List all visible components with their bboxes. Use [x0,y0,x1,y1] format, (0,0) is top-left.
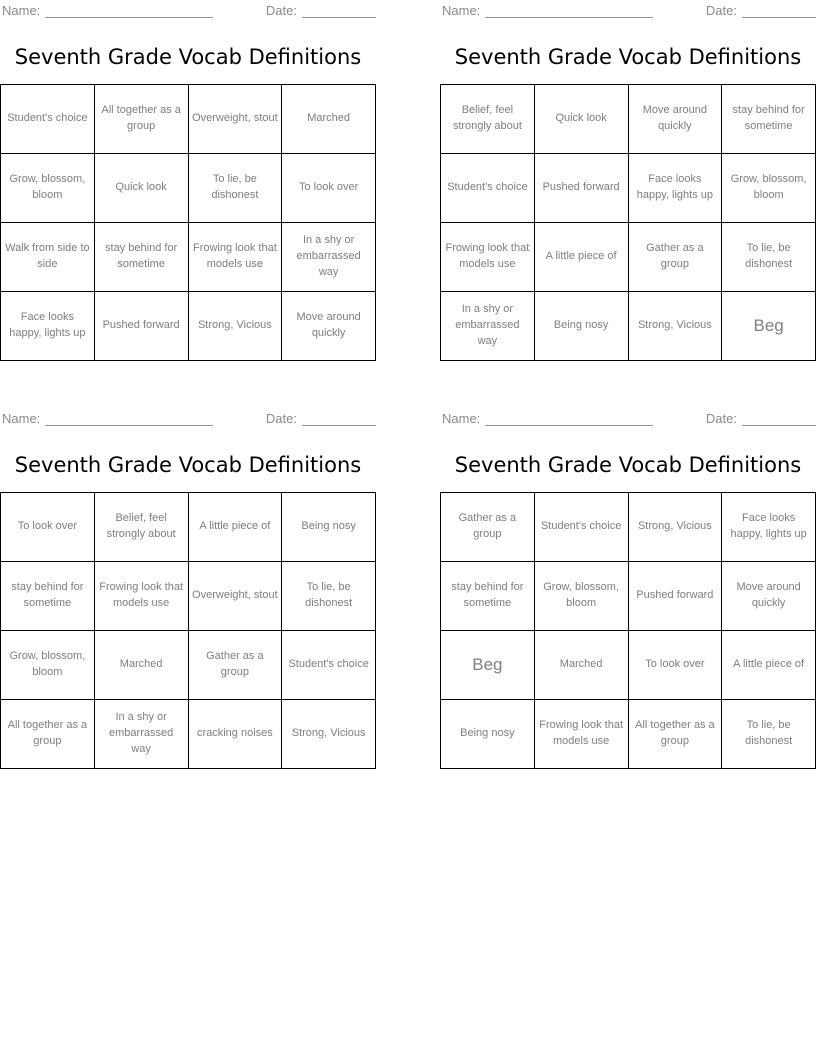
vocab-cell: All together as a group [94,85,188,154]
name-date-row [440,411,816,426]
vocab-cell: Quick look [94,154,188,223]
vocab-cell: Walk from side to side [1,223,95,292]
vocab-cell: To look over [1,493,95,562]
vocab-cell: stay behind for sometime [94,223,188,292]
vocab-cell: To lie, be dishonest [188,154,282,223]
vocab-cell: Move around quickly [282,292,376,361]
name-label: Name: [2,411,41,426]
vocab-grid [0,84,376,361]
vocab-cell: Overweight, stout [188,85,282,154]
vocab-cell: In a shy or embarrassed way [94,700,188,769]
grid-row [441,700,816,769]
vocab-cell: stay behind for sometime [722,85,816,154]
vocab-cell: Strong, Vicious [628,493,722,562]
vocab-cell: Grow, blossom, bloom [722,154,816,223]
name-label: Name: [442,411,481,426]
grid-row [441,85,816,154]
date-label: Date: [265,411,297,426]
vocab-cell: A little piece of [534,223,628,292]
vocab-cell: Strong, Vicious [188,292,282,361]
vocab-cell: Being nosy [282,493,376,562]
vocab-cell: Student's choice [282,631,376,700]
vocab-cell: Being nosy [441,700,535,769]
date-blank-line [742,6,816,18]
vocab-cell: Gather as a group [188,631,282,700]
vocab-cell: A little piece of [722,631,816,700]
vocab-cell: A little piece of [188,493,282,562]
name-label: Name: [442,3,481,18]
vocab-cell: Marched [282,85,376,154]
name-date-row [0,411,376,426]
vocab-cell: To look over [628,631,722,700]
grid-row [441,223,816,292]
grid-row [441,562,816,631]
vocab-cell: Student's choice [1,85,95,154]
grid-row [441,154,816,223]
card-title: Seventh Grade Vocab Definitions [14,45,362,69]
vocab-cell: Strong, Vicious [282,700,376,769]
date-blank-line [302,414,376,426]
vocab-cell: Grow, blossom, bloom [1,631,95,700]
vocab-cell: Move around quickly [722,562,816,631]
vocab-cell: Frowing look that models use [534,700,628,769]
vocab-cell: stay behind for sometime [441,562,535,631]
vocab-cell: Face looks happy, lights up [722,493,816,562]
date-label: Date: [705,3,737,18]
vocab-cell: Belief, feel strongly about [94,493,188,562]
date-label: Date: [705,411,737,426]
grid-row [1,493,376,562]
vocab-cell: In a shy or embarrassed way [282,223,376,292]
grid-row [1,631,376,700]
vocab-cell: Belief, feel strongly about [441,85,535,154]
vocab-cell: To lie, be dishonest [722,700,816,769]
grid-row [441,493,816,562]
vocab-cell: All together as a group [1,700,95,769]
card-title: Seventh Grade Vocab Definitions [454,45,802,69]
vocab-cell: To lie, be dishonest [722,223,816,292]
card-title: Seventh Grade Vocab Definitions [14,453,362,477]
grid-row [441,292,816,361]
name-blank-line [485,414,653,426]
vocab-cell: Quick look [534,85,628,154]
vocab-cell: Frowing look that models use [94,562,188,631]
vocab-cell: Face looks happy, lights up [628,154,722,223]
name-blank-line [45,414,213,426]
vocab-cell: Pushed forward [94,292,188,361]
bingo-card-bottom-right [440,411,816,769]
vocab-cell: Grow, blossom, bloom [1,154,95,223]
vocab-cell: Gather as a group [628,223,722,292]
bingo-card-top-left [0,3,376,361]
vocab-cell: Frowing look that models use [441,223,535,292]
grid-row [1,562,376,631]
bingo-card-bottom-left [0,411,376,769]
vocab-cell: Strong, Vicious [628,292,722,361]
vocab-cell: cracking noises [188,700,282,769]
vocab-cell: To look over [282,154,376,223]
vocab-cell: Pushed forward [628,562,722,631]
vocab-cell: Beg [441,631,535,700]
vocab-cell: Marched [534,631,628,700]
name-blank-line [485,6,653,18]
date-blank-line [302,6,376,18]
vocab-cell: Face looks happy, lights up [1,292,95,361]
vocab-cell: Student's choice [534,493,628,562]
name-date-row [440,3,816,18]
grid-row [1,85,376,154]
name-blank-line [45,6,213,18]
name-date-row [0,3,376,18]
grid-row [1,292,376,361]
name-label: Name: [2,3,41,18]
vocab-cell: Student's choice [441,154,535,223]
grid-row [1,223,376,292]
vocab-cell: Being nosy [534,292,628,361]
vocab-grid [0,492,376,769]
vocab-cell: All together as a group [628,700,722,769]
vocab-cell: Frowing look that models use [188,223,282,292]
vocab-cell: Move around quickly [628,85,722,154]
grid-row [1,700,376,769]
vocab-cell: Beg [722,292,816,361]
card-title: Seventh Grade Vocab Definitions [454,453,802,477]
grid-row [441,631,816,700]
vocab-cell: Marched [94,631,188,700]
vocab-cell: Grow, blossom, bloom [534,562,628,631]
bingo-card-top-right [440,3,816,361]
vocab-cell: To lie, be dishonest [282,562,376,631]
vocab-grid [440,84,816,361]
vocab-cell: Overweight, stout [188,562,282,631]
date-blank-line [742,414,816,426]
vocab-cell: Gather as a group [441,493,535,562]
grid-row [1,154,376,223]
vocab-cell: stay behind for sometime [1,562,95,631]
vocab-cell: In a shy or embarrassed way [441,292,535,361]
vocab-cell: Pushed forward [534,154,628,223]
vocab-grid [440,492,816,769]
date-label: Date: [265,3,297,18]
